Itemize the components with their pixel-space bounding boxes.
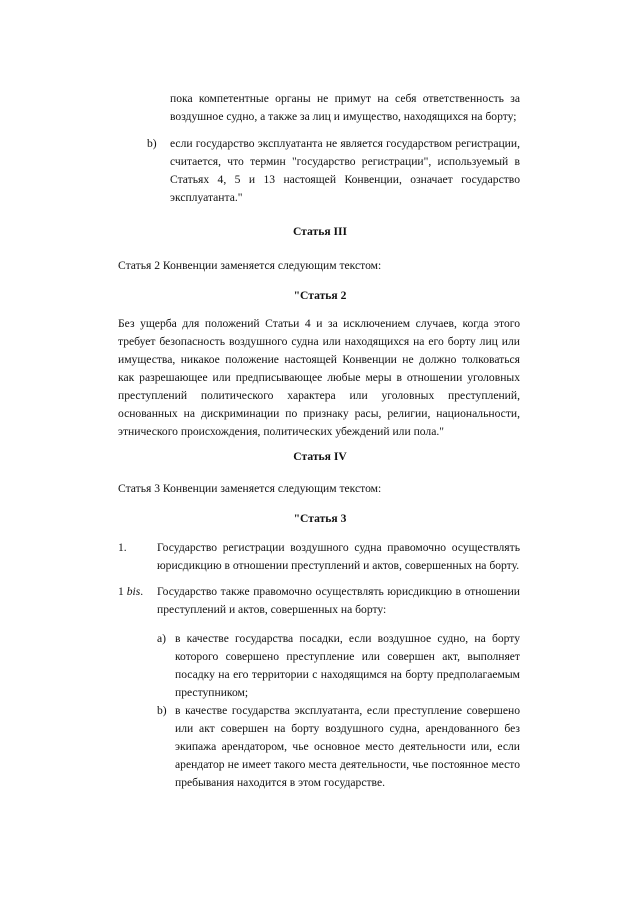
article-iii-intro: Статья 2 Конвенции заменяется следующим текстом: — [118, 259, 382, 272]
list-marker-b: b) — [147, 137, 157, 150]
heading-article-3: "Статья 3 — [293, 512, 347, 525]
article-2-text: Без ущерба для положений Статьи 4 и за исключением случаев, когда этого требует безопасность воздушного судна или находящихся на его борту лиц или имущества, никакое положение настоящей Конвенции не должно толковаться как разрешающее или предписывающее любые меры в отношении уголовных преступлений политического характера или уголовных преступлений, основанных на дискриминации по признаку расы, религии, национальности, этнического происхождения, политических убеждений или пола." — [118, 317, 520, 438]
heading-article-iii: Статья III — [292, 225, 348, 238]
list-marker-b2: b) — [157, 704, 167, 717]
list-marker-1bis-number: 1 — [118, 585, 124, 598]
item-1bis-text: Государство также правомочно осуществлять юрисдикцию в отношении преступлений и актов, совершенных на борту: — [157, 585, 520, 616]
paragraph-continuation: пока компетентные органы не примут на себя ответственность за воздушное судно, а также за лиц и имущество, находящихся на борту; — [170, 92, 520, 123]
list-marker-1bis: 1 bis. — [118, 585, 144, 598]
list-marker-1: 1. — [118, 541, 127, 554]
item-1-text: Государство регистрации воздушного судна правомочно осуществлять юрисдикцию в отношении преступлений и актов, совершенных на борту. — [157, 541, 520, 572]
list-marker-a: a) — [157, 632, 167, 645]
item-a-text: в качестве государства посадки, если воздушное судно, на борту которого совершено преступление или совершен акт, выполняет посадку на его территории с находящимся на борту предполагаемым преступником; — [175, 632, 520, 699]
list-marker-1bis-italic: bis — [126, 585, 141, 598]
article-iv-intro: Статья 3 Конвенции заменяется следующим текстом: — [118, 482, 382, 495]
item-b2-text: в качестве государства эксплуатанта, если преступление совершено или акт совершен на борту воздушного судна, арендованного без экипажа арендатором, чье основное место деятельности или, если арендатор не имеет такого места деятельности, чье постоянное место пребывания находится в этом государстве. — [175, 704, 520, 789]
list-item-b-text: если государство эксплуатанта не является государством регистрации, считается, что термин "государство регистрации", используемый в Статьях 4, 5 и 13 настоящей Конвенции, означает государство эксплуатанта." — [170, 137, 520, 204]
heading-article-2: "Статья 2 — [293, 289, 347, 302]
heading-article-iv: Статья IV — [293, 450, 347, 463]
